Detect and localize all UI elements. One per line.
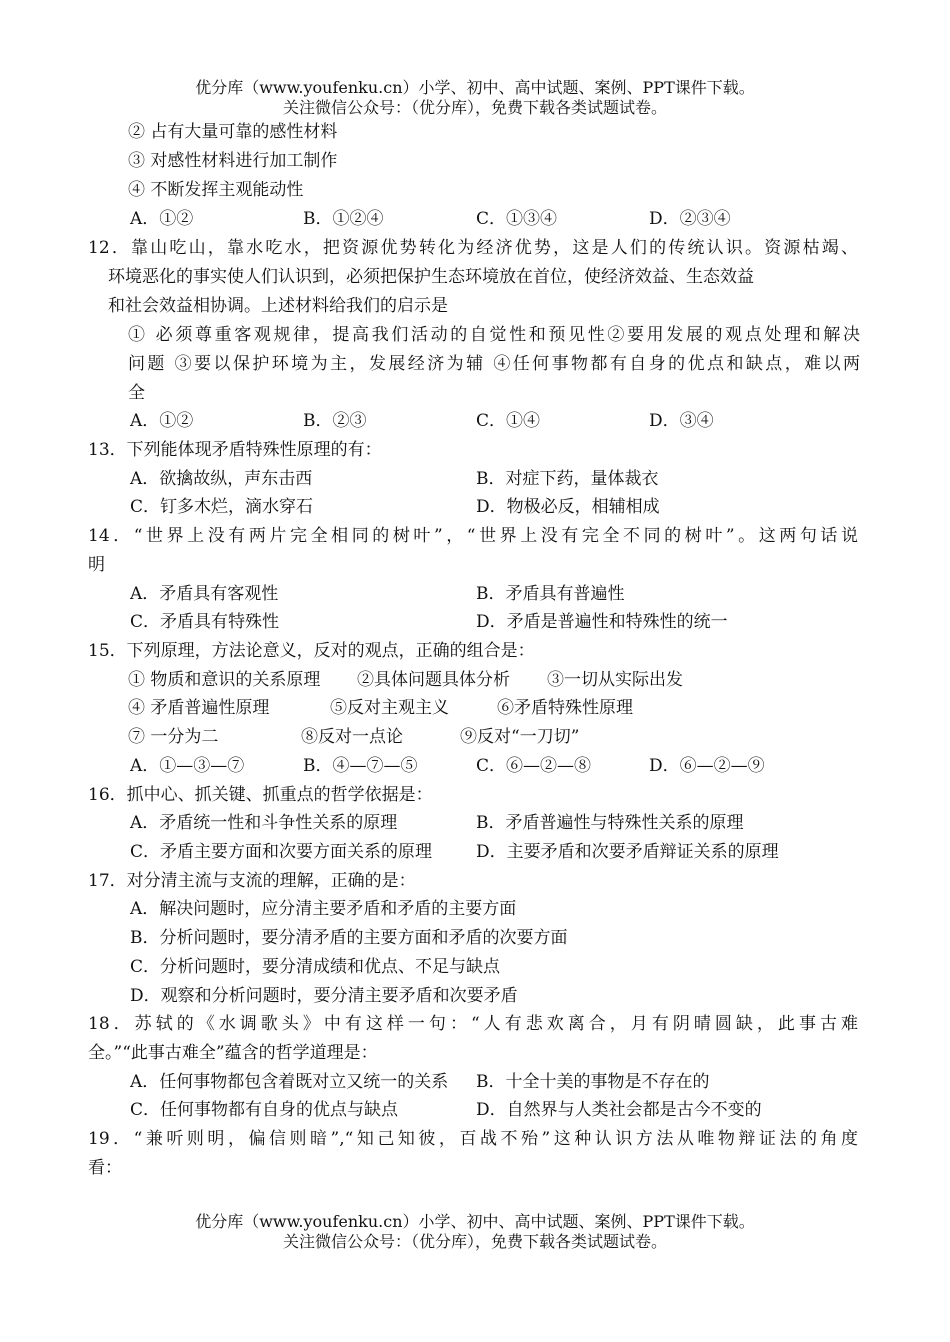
q16-option-b: B．矛盾普遍性与特殊性关系的原理 bbox=[476, 813, 744, 833]
q15-stem: 15．下列原理，方法论意义，反对的观点，正确的组合是： bbox=[88, 641, 535, 661]
q12-stem-line-3: 和社会效益相协调。上述材料给我们的启示是 bbox=[108, 296, 448, 316]
q18-option-b: B．十全十美的事物是不存在的 bbox=[476, 1072, 710, 1092]
q13-option-d: D．物极必反，相辅相成 bbox=[476, 497, 660, 517]
q12-option-d: D．③④ bbox=[649, 411, 714, 431]
q13-option-c: C．钉多木烂，滴水穿石 bbox=[130, 497, 314, 517]
q16-stem: 16．抓中心、抓关键、抓重点的哲学依据是： bbox=[88, 785, 433, 805]
q16-option-a: A．矛盾统一性和斗争性关系的原理 bbox=[130, 813, 398, 833]
q11-item-4: ④ 不断发挥主观能动性 bbox=[128, 180, 304, 200]
q15-item-4: ④ 矛盾普遍性原理 bbox=[128, 698, 270, 718]
q18-option-a: A．任何事物都包含着既对立又统一的关系 bbox=[130, 1072, 449, 1092]
footer-line-1: 优分库（www.youfenku.cn）小学、初中、高中试题、案例、PPT课件下载。 bbox=[195, 1212, 755, 1231]
footer-line-2: 关注微信公众号：（优分库），免费下载各类试题试卷。 bbox=[282, 1232, 667, 1251]
q14-stem-line-1: 14．“世界上没有两片完全相同的树叶”，“世界上没有完全不同的树叶”。这两句话说 bbox=[88, 526, 858, 546]
q15-item-2: ②具体问题具体分析 bbox=[357, 670, 510, 690]
q15-item-8: ⑧反对一点论 bbox=[301, 727, 403, 747]
q15-option-a: A．①—③—⑦ bbox=[130, 756, 245, 776]
q11-option-a: A．①② bbox=[130, 209, 194, 229]
q13-stem: 13．下列能体现矛盾特殊性原理的有： bbox=[88, 440, 382, 460]
q16-option-c: C．矛盾主要方面和次要方面关系的原理 bbox=[130, 842, 433, 862]
q13-option-a: A．欲擒故纵，声东击西 bbox=[130, 469, 313, 489]
q16-option-d: D．主要矛盾和次要矛盾辩证关系的原理 bbox=[476, 842, 779, 862]
q14-option-a: A．矛盾具有客观性 bbox=[130, 584, 279, 604]
q12-option-b: B．②③ bbox=[303, 411, 367, 431]
header-line-1: 优分库（www.youfenku.cn）小学、初中、高中试题、案例、PPT课件下载。 bbox=[195, 78, 755, 97]
q12-option-c: C．①④ bbox=[476, 411, 541, 431]
q15-item-5: ⑤反对主观主义 bbox=[330, 698, 449, 718]
header-line-2: 关注微信公众号：（优分库），免费下载各类试题试卷。 bbox=[282, 98, 667, 117]
q15-item-1: ① 物质和意识的关系原理 bbox=[128, 670, 321, 690]
q14-option-d: D．矛盾是普遍性和特殊性的统一 bbox=[476, 612, 728, 632]
q12-items-line-2: 问题 ③要以保护环境为主，发展经济为辅 ④任何事物都有自身的优点和缺点，难以两 bbox=[128, 354, 860, 374]
q15-option-c: C．⑥—②—⑧ bbox=[476, 756, 592, 776]
q15-option-b: B．④—⑦—⑤ bbox=[303, 756, 418, 776]
q19-stem-line-1: 19．“兼听则明，偏信则暗”,“知己知彼，百战不殆”这种认识方法从唯物辩证法的角度 bbox=[88, 1129, 858, 1149]
q13-option-b: B．对症下药，量体裁衣 bbox=[476, 469, 659, 489]
q12-items-line-3: 全 bbox=[128, 383, 145, 403]
q11-item-3: ③ 对感性材料进行加工制作 bbox=[128, 151, 338, 171]
q17-option-a: A．解决问题时，应分清主要矛盾和矛盾的主要方面 bbox=[130, 899, 517, 919]
q14-option-b: B．矛盾具有普遍性 bbox=[476, 584, 625, 604]
q18-option-c: C．任何事物都有自身的优点与缺点 bbox=[130, 1100, 399, 1120]
q18-option-d: D．自然界与人类社会都是古今不变的 bbox=[476, 1100, 762, 1120]
q12-stem-line-2: 环境恶化的事实使人们认识到，必须把保护生态环境放在首位，使经济效益、生态效益 bbox=[108, 267, 754, 287]
q15-item-3: ③一切从实际出发 bbox=[547, 670, 683, 690]
q18-stem-line-2: 全。”“此事古难全”蕴含的哲学道理是： bbox=[88, 1043, 378, 1063]
q14-option-c: C．矛盾具有特殊性 bbox=[130, 612, 280, 632]
q11-option-d: D．②③④ bbox=[649, 209, 731, 229]
q15-item-6: ⑥矛盾特殊性原理 bbox=[497, 698, 633, 718]
q15-item-7: ⑦ 一分为二 bbox=[128, 727, 219, 747]
q17-option-d: D．观察和分析问题时，要分清主要矛盾和次要矛盾 bbox=[130, 986, 518, 1006]
q14-stem-line-2: 明 bbox=[88, 555, 105, 575]
q15-item-9: ⑨反对“一刀切” bbox=[460, 727, 580, 747]
q11-option-c: C．①③④ bbox=[476, 209, 558, 229]
q12-items-line-1: ① 必须尊重客观规律，提高我们活动的自觉性和预见性②要用发展的观点处理和解决 bbox=[128, 325, 860, 345]
q19-stem-line-2: 看： bbox=[88, 1158, 122, 1178]
q17-option-c: C．分析问题时，要分清成绩和优点、不足与缺点 bbox=[130, 957, 501, 977]
q12-stem-line-1: 12．靠山吃山，靠水吃水，把资源优势转化为经济优势，这是人们的传统认识。资源枯竭、 bbox=[88, 238, 858, 258]
q12-option-a: A．①② bbox=[130, 411, 194, 431]
q15-option-d: D．⑥—②—⑨ bbox=[649, 756, 765, 776]
q17-stem: 17．对分清主流与支流的理解，正确的是： bbox=[88, 871, 416, 891]
q18-stem-line-1: 18．苏轼的《水调歌头》中有这样一句：“人有悲欢离合，月有阴晴圆缺，此事古难 bbox=[88, 1014, 858, 1034]
q17-option-b: B．分析问题时，要分清矛盾的主要方面和矛盾的次要方面 bbox=[130, 928, 568, 948]
q11-item-2: ② 占有大量可靠的感性材料 bbox=[128, 122, 338, 142]
q11-option-b: B．①②④ bbox=[303, 209, 384, 229]
